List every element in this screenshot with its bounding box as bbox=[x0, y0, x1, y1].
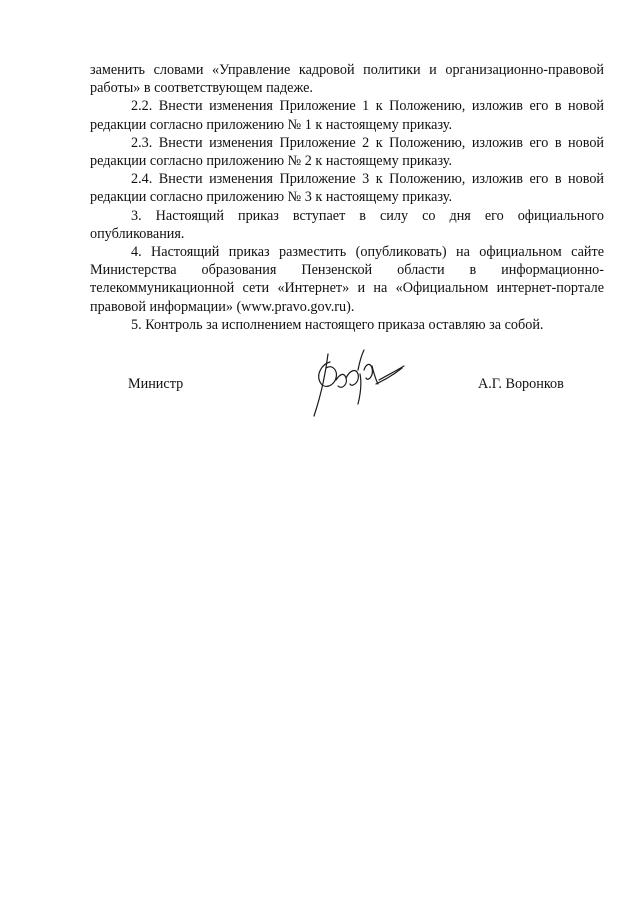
paragraph-2-3: 2.3. Внести изменения Приложение 2 к Положению, изложив его в новой редакции согласно приложению № 2 к настоящему приказу. bbox=[90, 134, 604, 170]
paragraph-2-2: 2.2. Внести изменения Приложение 1 к Положению, изложив его в новой редакции согласно приложению № 1 к настоящему приказу. bbox=[90, 98, 604, 133]
paragraph-3: 3. Настоящий приказ вступает в силу со дня его официального опубликования. bbox=[90, 207, 604, 242]
paragraph-4: 4. Настоящий приказ разместить (опубликовать) на официальном сайте Министерства образования Пензенской области в информационно-телекоммуникационной сети «Интернет» и на «Официальном интернет-портале правовой информации» (www.pravo.gov.ru). bbox=[90, 244, 604, 315]
document-body bbox=[90, 61, 604, 334]
handwritten-signature bbox=[300, 340, 410, 422]
paragraph-continuation: заменить словами «Управление кадровой политики и организационно-правовой работы» в соответствующем падеже. bbox=[90, 62, 604, 97]
signatory-position: Министр bbox=[128, 376, 184, 392]
signature-block bbox=[0, 340, 640, 420]
paragraph-5: 5. Контроль за исполнением настоящего приказа оставляю за собой. bbox=[131, 316, 544, 333]
signatory-name: А.Г. Воронков bbox=[478, 376, 564, 392]
paragraph-2-4: 2.4. Внести изменения Приложение 3 к Положению, изложив его в новой редакции согласно приложению № 3 к настоящему приказу. bbox=[90, 171, 604, 206]
